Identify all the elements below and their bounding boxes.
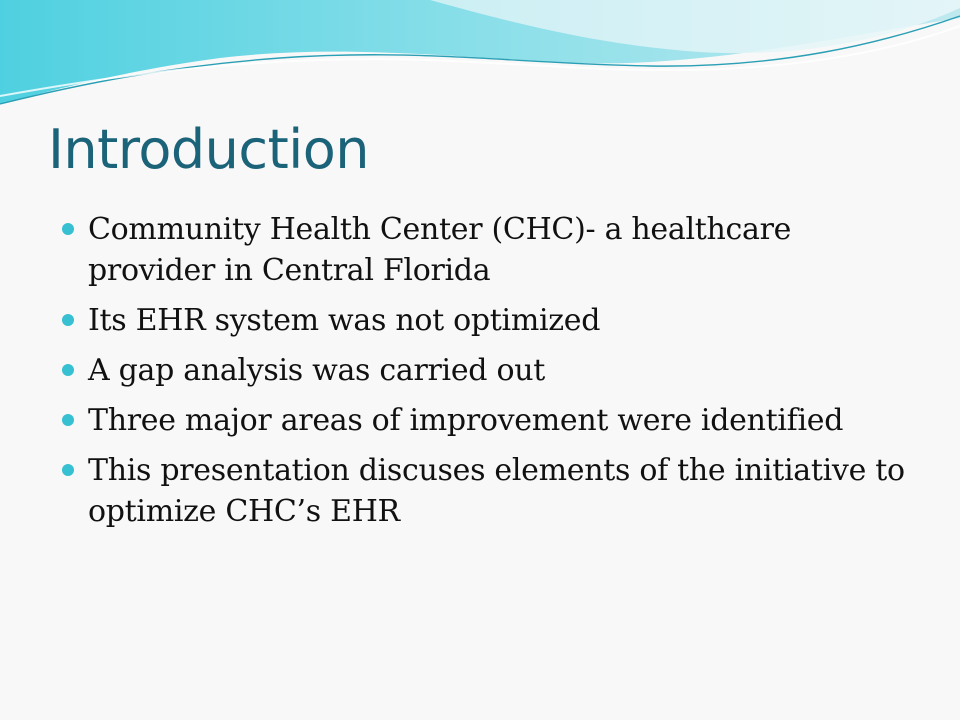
bullet-item — [60, 300, 920, 341]
bullet-item — [60, 400, 920, 441]
bullet-dot-icon — [62, 314, 74, 326]
bullet-dot-icon — [62, 414, 74, 426]
bullet-text: This presentation discuses elements of the initiative to optimize CHC’s EHR — [88, 453, 905, 529]
bullet-item — [60, 450, 920, 532]
bullet-list — [60, 209, 920, 541]
bullet-text: A gap analysis was carried out — [88, 353, 545, 388]
bullet-dot-icon — [62, 364, 74, 376]
bullet-text: Its EHR system was not optimized — [88, 303, 601, 338]
bullet-dot-icon — [62, 223, 74, 235]
wave-header-decoration — [0, 0, 960, 120]
bullet-dot-icon — [62, 464, 74, 476]
bullet-item — [60, 350, 920, 391]
slide-title: Introduction — [48, 118, 370, 181]
bullet-text: Three major areas of improvement were identified — [88, 403, 844, 438]
bullet-item — [60, 209, 920, 291]
bullet-text: Community Health Center (CHC)- a healthcare provider in Central Florida — [88, 212, 792, 288]
